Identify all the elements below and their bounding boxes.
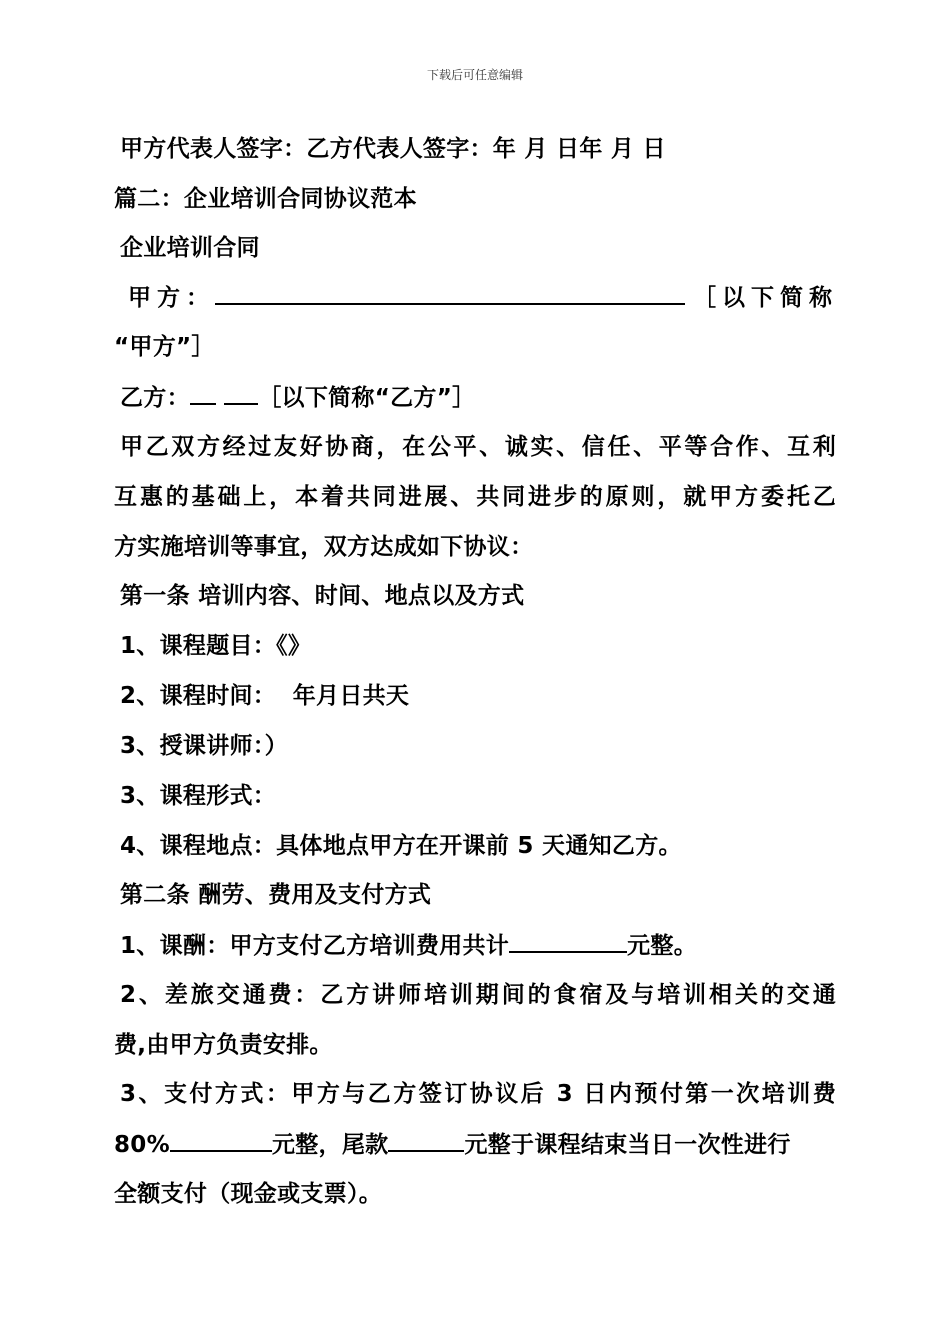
article-2-item-3-line-2: [114, 1128, 836, 1161]
article-1-item-5: 4、课程地点：具体地点甲方在开课前 5 天通知乙方。: [120, 833, 682, 859]
party-a-label: 甲方：: [128, 285, 215, 311]
signature-line: 甲方代表人签字：乙方代表人签字：年 月 日年 月 日: [120, 136, 666, 162]
party-a-cont: “甲方”］: [114, 334, 215, 360]
article-2-item-2-line-1: 2、差旅交通费：乙方讲师培训期间的食宿及与培训相关的交通: [120, 982, 836, 1008]
party-b-suffix: ［以下简称“乙方”］: [258, 385, 476, 411]
article-2-item-1: [120, 929, 842, 962]
contract-title: 企业培训合同: [120, 235, 260, 261]
article-2-title: 第二条 酬劳、费用及支付方式: [120, 882, 432, 908]
article-2-item-3-line-1: 3、支付方式：甲方与乙方签订协议后 3 日内预付第一次培训费: [120, 1081, 836, 1107]
party-a-suffix: ［以下简称: [693, 285, 838, 311]
party-a-blank: [215, 281, 685, 305]
intro-line-3: 方实施培训等事宜，双方达成如下协议：: [114, 534, 534, 560]
fee-blank: [509, 929, 627, 953]
intro-line-1: 甲乙双方经过友好协商，在公平、诚实、信任、平等合作、互利: [120, 434, 836, 460]
balance-label: 元整，尾款: [271, 1132, 389, 1158]
fee-label: 1、课酬：甲方支付乙方培训费用共计: [120, 933, 510, 959]
article-1-item-4: 3、课程形式：: [120, 783, 277, 809]
article-1-item-2: 2、课程时间： 年月日共天: [120, 683, 410, 709]
intro-line-2: 互惠的基础上，本着共同进展、共同进步的原则，就甲方委托乙: [114, 484, 836, 510]
page-header: 下载后可任意编辑: [426, 68, 523, 82]
party-b-line: [120, 381, 842, 414]
article-2-item-2-line-2: 费,由甲方负责安排。: [114, 1032, 333, 1058]
article-1-title: 第一条 培训内容、时间、地点以及方式: [120, 583, 525, 609]
fee-suffix: 元整。: [627, 933, 698, 959]
balance-blank: [388, 1128, 464, 1152]
prepay-blank: [170, 1128, 272, 1152]
balance-suffix: 元整于课程结束当日一次性进行: [464, 1132, 791, 1158]
article-1-item-3: 3、授课讲师：）: [120, 733, 288, 759]
article-2-item-3-line-3: 全额支付（现金或支票）。: [114, 1181, 383, 1207]
party-a-line: [128, 281, 836, 314]
article-1-item-1: 1、课程题目：《》: [120, 633, 312, 659]
chapter-heading: 篇二：企业培训合同协议范本: [114, 186, 417, 212]
prepay-percent: 80%: [114, 1132, 170, 1158]
party-b-label: 乙方：: [120, 385, 190, 411]
party-b-blank-2: [224, 381, 258, 405]
party-b-blank-1: [190, 381, 216, 405]
